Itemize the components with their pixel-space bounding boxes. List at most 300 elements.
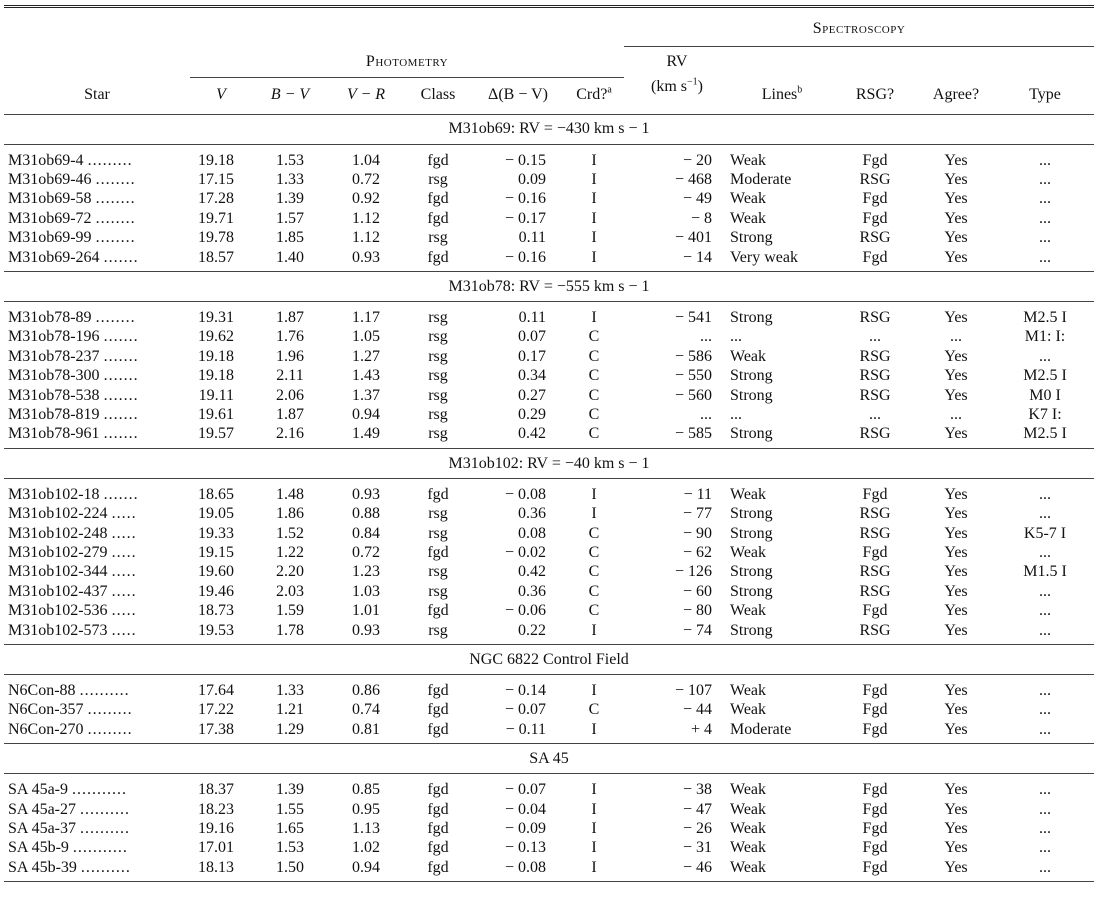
type-value: ... — [1039, 485, 1052, 503]
vr-value: 0.93 — [352, 248, 380, 266]
leader-dots: .......... — [80, 800, 130, 818]
rsg-value: Fgd — [862, 781, 888, 799]
bv-value: 1.78 — [276, 621, 304, 639]
lines-value: Strong — [730, 367, 773, 385]
leader-dots: ....... — [103, 485, 139, 503]
rsg-value: Fgd — [862, 682, 888, 700]
star-name: N6Con-357 ......... — [8, 701, 133, 719]
rv-value: − 80 — [682, 602, 712, 620]
vr-value: 0.85 — [352, 781, 380, 799]
lines-value: Weak — [730, 858, 767, 876]
type-value: ... — [1039, 248, 1052, 266]
table-row — [4, 366, 1094, 385]
rv-value: − 541 — [674, 308, 712, 326]
leader-dots: ......... — [87, 151, 133, 169]
type-value: ... — [1039, 781, 1052, 799]
section-title: NGC 6822 Control Field — [4, 645, 1094, 675]
star-name: SA 45a-37 .......... — [8, 820, 130, 838]
section-title: M31ob78: RV = −555 km s − 1 — [4, 271, 1094, 301]
rsg-value: RSG — [859, 524, 891, 542]
dbv-value: 0.29 — [518, 405, 546, 423]
col-type: Type — [996, 77, 1094, 114]
vr-value: 1.04 — [352, 151, 380, 169]
star-name: M31ob102-248 ..... — [8, 524, 137, 542]
leader-dots: ..... — [111, 563, 137, 581]
crd-value: I — [591, 209, 597, 227]
rv-value: − 126 — [674, 563, 712, 581]
bv-value: 1.33 — [276, 682, 304, 700]
rsg-value: Fgd — [862, 544, 888, 561]
table-row — [4, 720, 1094, 739]
star-name: M31ob69-46 ........ — [8, 170, 136, 188]
type-value: ... — [1039, 820, 1052, 838]
star-name: M31ob78-961 ....... — [8, 425, 139, 443]
dbv-value: − 0.04 — [504, 800, 546, 818]
vr-value: 0.72 — [352, 544, 380, 561]
type-value: ... — [1039, 170, 1052, 188]
bv-value: 1.52 — [276, 524, 304, 542]
col-crd: Crd?$^a$ — [564, 77, 624, 114]
v-value: 19.53 — [198, 621, 234, 639]
agree-value: ... — [950, 328, 962, 346]
type-value: ... — [1039, 505, 1052, 523]
rv-value: − 62 — [682, 544, 712, 561]
crd-value: I — [591, 820, 597, 838]
dbv-value: 0.11 — [518, 308, 546, 326]
type-value: M2.5 I — [1023, 425, 1067, 443]
bv-value: 2.16 — [276, 425, 304, 443]
agree-value: Yes — [944, 781, 968, 799]
data-table — [4, 5, 1094, 882]
dbv-value: 0.42 — [518, 563, 546, 581]
dbv-value: 0.22 — [518, 621, 546, 639]
type-value: ... — [1039, 544, 1052, 561]
bv-value: 2.03 — [276, 582, 304, 600]
agree-value: Yes — [944, 229, 968, 247]
table-row — [4, 308, 1094, 327]
v-value: 19.18 — [198, 347, 234, 365]
agree-value: Yes — [944, 505, 968, 523]
vr-value: 0.93 — [352, 621, 380, 639]
vr-value: 1.43 — [352, 367, 380, 385]
rv-value: − 26 — [682, 820, 712, 838]
v-value: 19.11 — [198, 386, 234, 404]
type-value: ... — [1039, 582, 1052, 600]
crd-value: I — [591, 248, 597, 266]
star-name: M31ob102-18 ....... — [8, 485, 139, 503]
section-header — [4, 114, 1094, 144]
table-row — [4, 347, 1094, 366]
rv-value: − 550 — [674, 367, 712, 385]
agree-value: Yes — [944, 839, 968, 857]
vr-value: 0.72 — [352, 170, 380, 188]
dbv-value: 0.36 — [518, 582, 546, 600]
dbv-value: 0.27 — [518, 386, 546, 404]
class-value: rsg — [428, 229, 448, 247]
star-name: M31ob78-196 ....... — [8, 328, 139, 346]
bv-value: 2.20 — [276, 563, 304, 581]
table-row — [4, 700, 1094, 719]
v-value: 19.15 — [198, 544, 234, 561]
table-row — [4, 562, 1094, 581]
col-rsg: RSG? — [834, 77, 916, 114]
dbv-value: − 0.06 — [504, 602, 546, 620]
star-name: M31ob78-237 ....... — [8, 347, 139, 365]
bv-value: 2.11 — [276, 367, 304, 385]
star-name: M31ob102-279 ..... — [8, 544, 137, 561]
table-row — [4, 209, 1094, 228]
rsg-value: RSG — [859, 367, 891, 385]
table-row — [4, 228, 1094, 247]
type-value: K5-7 I — [1023, 524, 1067, 542]
agree-value: Yes — [944, 190, 968, 208]
col-class: Class — [404, 77, 472, 114]
class-value: fgd — [427, 781, 449, 799]
crd-value: C — [588, 544, 600, 561]
section-title: SA 45 — [4, 744, 1094, 774]
rsg-value: Fgd — [862, 190, 888, 208]
bv-value: 1.96 — [276, 347, 304, 365]
vr-value: 1.12 — [352, 229, 380, 247]
lines-value: ... — [730, 328, 742, 346]
leader-dots: ..... — [111, 602, 137, 620]
v-value: 17.28 — [198, 190, 234, 208]
agree-value: Yes — [944, 720, 968, 738]
vr-value: 0.93 — [352, 485, 380, 503]
dbv-value: − 0.08 — [504, 858, 546, 876]
bv-value: 1.85 — [276, 229, 304, 247]
crd-value: I — [591, 505, 597, 523]
rsg-value: Fgd — [862, 248, 888, 266]
class-value: rsg — [428, 347, 448, 365]
rv-value: − 585 — [674, 425, 712, 443]
vr-value: 1.17 — [352, 308, 380, 326]
lines-value: Weak — [730, 839, 767, 857]
table-row — [4, 189, 1094, 208]
rsg-value: Fgd — [862, 151, 888, 169]
type-value: ... — [1039, 682, 1052, 700]
vr-value: 1.37 — [352, 386, 380, 404]
rv-header-top: RV — [666, 53, 688, 71]
rsg-value: Fgd — [862, 602, 888, 620]
vr-value: 1.49 — [352, 425, 380, 443]
lines-value: Weak — [730, 800, 767, 818]
table-row — [4, 819, 1094, 838]
rv-value: − 60 — [682, 582, 712, 600]
v-value: 19.71 — [198, 209, 234, 227]
dbv-value: − 0.07 — [504, 701, 546, 719]
star-name: M31ob69-72 ........ — [8, 209, 136, 227]
class-value: rsg — [428, 425, 448, 443]
dbv-value: 0.36 — [518, 505, 546, 523]
type-value: K7 I: — [1028, 405, 1062, 423]
vr-value: 1.01 — [352, 602, 380, 620]
agree-value: Yes — [944, 386, 968, 404]
lines-value: Weak — [730, 151, 767, 169]
vr-value: 0.94 — [352, 405, 380, 423]
leader-dots: ..... — [111, 582, 137, 600]
rsg-value: RSG — [859, 170, 891, 188]
lines-value: Weak — [730, 682, 767, 700]
col-dbv: Δ(B − V) — [472, 77, 564, 114]
vr-value: 0.95 — [352, 800, 380, 818]
rsg-value: Fgd — [862, 839, 888, 857]
v-value: 17.22 — [198, 701, 234, 719]
crd-value: I — [591, 839, 597, 857]
rv-value: − 20 — [682, 151, 712, 169]
star-name: SA 45b-39 .......... — [8, 858, 131, 876]
crd-value: C — [588, 524, 600, 542]
rsg-value: ... — [869, 405, 881, 423]
star-name: M31ob69-99 ........ — [8, 229, 136, 247]
vr-value: 0.81 — [352, 720, 380, 738]
type-value: M1.5 I — [1023, 563, 1067, 581]
class-value: rsg — [428, 405, 448, 423]
crd-value: C — [588, 405, 600, 423]
lines-value: Strong — [730, 229, 773, 247]
rv-value: − 107 — [674, 682, 712, 700]
crd-value: I — [591, 720, 597, 738]
bv-value: 1.53 — [276, 151, 304, 169]
footnote-a: a — [607, 84, 612, 96]
bv-value: 1.33 — [276, 170, 304, 188]
rv-value: − 38 — [682, 781, 712, 799]
class-value: rsg — [428, 308, 448, 326]
type-value: ... — [1039, 800, 1052, 818]
class-value: fgd — [427, 190, 449, 208]
rv-value: − 44 — [682, 701, 712, 719]
lines-value: Moderate — [730, 720, 792, 738]
lines-value: Weak — [730, 347, 767, 365]
lines-value: Weak — [730, 781, 767, 799]
bv-value: 1.86 — [276, 505, 304, 523]
col-agree: Agree? — [916, 77, 996, 114]
bv-value: 1.48 — [276, 485, 304, 503]
section-title: M31ob102: RV = −40 km s − 1 — [4, 448, 1094, 478]
dbv-value: − 0.11 — [505, 720, 546, 738]
section-header — [4, 448, 1094, 478]
dbv-value: 0.34 — [518, 367, 546, 385]
v-value: 19.62 — [198, 328, 234, 346]
bv-value: 2.06 — [276, 386, 304, 404]
v-value: 19.18 — [198, 367, 234, 385]
lines-value: Strong — [730, 505, 773, 523]
star-name: M31ob78-89 ........ — [8, 308, 136, 326]
rsg-value: Fgd — [862, 800, 888, 818]
type-value: M0 I — [1029, 386, 1061, 404]
col-vr: V − R — [328, 77, 404, 114]
rv-value: ... — [700, 405, 712, 423]
leader-dots: ......... — [87, 701, 133, 719]
lines-value: Weak — [730, 602, 767, 620]
v-value: 17.15 — [198, 170, 234, 188]
leader-dots: ....... — [103, 248, 139, 266]
type-value: M1: I: — [1024, 328, 1066, 346]
table-row — [4, 582, 1094, 601]
lines-value: Weak — [730, 209, 767, 227]
agree-value: Yes — [944, 209, 968, 227]
rv-value: ... — [700, 328, 712, 346]
bv-value: 1.21 — [276, 701, 304, 719]
class-value: rsg — [428, 621, 448, 639]
star-name: M31ob102-573 ..... — [8, 621, 137, 639]
lines-value: Strong — [730, 582, 773, 600]
agree-value: Yes — [944, 151, 968, 169]
vr-value: 1.23 — [352, 563, 380, 581]
col-bv: B − V — [252, 77, 328, 114]
crd-value: C — [588, 386, 600, 404]
leader-dots: ....... — [103, 367, 139, 385]
leader-dots: ........ — [95, 229, 136, 247]
crd-value: I — [591, 621, 597, 639]
agree-value: Yes — [944, 858, 968, 876]
crd-value: I — [591, 485, 597, 503]
crd-value: C — [588, 602, 600, 620]
lines-value: ... — [730, 405, 742, 423]
lines-value: Moderate — [730, 170, 792, 188]
v-value: 19.61 — [198, 405, 234, 423]
class-value: fgd — [427, 544, 449, 561]
star-name: M31ob78-538 ....... — [8, 386, 139, 404]
crd-value: I — [591, 308, 597, 326]
class-value: rsg — [428, 563, 448, 581]
leader-dots: ........ — [95, 190, 136, 208]
bv-value: 1.53 — [276, 839, 304, 857]
v-value: 19.33 — [198, 524, 234, 542]
crd-value: C — [588, 347, 600, 365]
rv-value: − 46 — [682, 858, 712, 876]
crd-value: I — [591, 858, 597, 876]
table-row — [4, 621, 1094, 640]
dbv-value: − 0.16 — [504, 190, 546, 208]
class-value: rsg — [428, 367, 448, 385]
class-value: rsg — [428, 328, 448, 346]
leader-dots: ....... — [103, 425, 139, 443]
v-value: 18.73 — [198, 602, 234, 620]
table-row — [4, 838, 1094, 857]
rsg-value: Fgd — [862, 820, 888, 838]
class-value: fgd — [427, 839, 449, 857]
table-row — [4, 405, 1094, 424]
crd-value: C — [588, 328, 600, 346]
rsg-value: RSG — [859, 582, 891, 600]
agree-value: Yes — [944, 563, 968, 581]
lines-value: Weak — [730, 190, 767, 208]
rsg-value: RSG — [859, 505, 891, 523]
footnote-b: b — [797, 84, 803, 96]
rsg-value: Fgd — [862, 485, 888, 503]
col-v: V — [190, 77, 252, 114]
leader-dots: ........ — [95, 170, 136, 188]
crd-value: C — [588, 701, 600, 719]
rv-value: − 77 — [682, 505, 712, 523]
crd-value: I — [591, 151, 597, 169]
lines-value: Weak — [730, 701, 767, 719]
leader-dots: ........ — [95, 308, 136, 326]
agree-value: Yes — [944, 347, 968, 365]
class-value: fgd — [427, 800, 449, 818]
dbv-value: 0.42 — [518, 425, 546, 443]
class-value: rsg — [428, 170, 448, 188]
type-value: ... — [1039, 858, 1052, 876]
type-value: M2.5 I — [1023, 367, 1067, 385]
leader-dots: ..... — [111, 524, 137, 542]
leader-dots: ......... — [87, 720, 133, 738]
type-value: ... — [1039, 621, 1052, 639]
table-row — [4, 485, 1094, 504]
lines-value: Strong — [730, 621, 773, 639]
crd-value: I — [591, 170, 597, 188]
class-value: fgd — [427, 485, 449, 503]
v-value: 18.65 — [198, 485, 234, 503]
agree-value: Yes — [944, 582, 968, 600]
table-row — [4, 170, 1094, 189]
leader-dots: .......... — [79, 682, 130, 700]
star-name: M31ob78-819 ....... — [8, 405, 139, 423]
dbv-value: − 0.15 — [504, 151, 546, 169]
bv-value: 1.65 — [276, 820, 304, 838]
rv-value: − 49 — [682, 190, 712, 208]
dbv-value: − 0.02 — [504, 544, 546, 561]
agree-value: Yes — [944, 308, 968, 326]
rv-value: − 74 — [682, 621, 712, 639]
rsg-value: Fgd — [862, 720, 888, 738]
star-name: M31ob69-58 ........ — [8, 190, 136, 208]
col-lines: Lines$^b$ — [730, 77, 834, 114]
lines-value: Strong — [730, 524, 773, 542]
table-row — [4, 858, 1094, 877]
star-name: SA 45a-27 .......... — [8, 800, 130, 818]
dbv-value: 0.07 — [518, 328, 546, 346]
section-header — [4, 744, 1094, 774]
crd-value: C — [588, 563, 600, 581]
lines-value: Weak — [730, 544, 767, 561]
class-value: fgd — [427, 602, 449, 620]
bv-value: 1.55 — [276, 800, 304, 818]
leader-dots: ........ — [95, 209, 136, 227]
v-value: 17.38 — [198, 720, 234, 738]
rv-value: + 4 — [690, 720, 712, 738]
class-value: fgd — [427, 248, 449, 266]
vr-value: 1.27 — [352, 347, 380, 365]
class-value: fgd — [427, 820, 449, 838]
vr-value: 1.12 — [352, 209, 380, 227]
bv-value: 1.57 — [276, 209, 304, 227]
v-value: 19.05 — [198, 505, 234, 523]
table-row — [4, 543, 1094, 562]
vr-value: 1.03 — [352, 582, 380, 600]
class-value: fgd — [427, 209, 449, 227]
vr-value: 1.02 — [352, 839, 380, 857]
star-name: N6Con-270 ......... — [8, 720, 133, 738]
dbv-value: 0.11 — [518, 229, 546, 247]
rsg-value: RSG — [859, 229, 891, 247]
agree-value: Yes — [944, 800, 968, 818]
v-value: 19.57 — [198, 425, 234, 443]
rsg-value: Fgd — [862, 701, 888, 719]
rsg-value: ... — [869, 328, 881, 346]
rsg-value: RSG — [859, 347, 891, 365]
leader-dots: ....... — [103, 405, 139, 423]
type-value: ... — [1039, 347, 1052, 365]
table-row — [4, 386, 1094, 405]
lines-value: Weak — [730, 820, 767, 838]
agree-value: Yes — [944, 170, 968, 188]
rsg-value: RSG — [859, 386, 891, 404]
agree-value: Yes — [944, 248, 968, 266]
star-name: N6Con-88 .......... — [8, 682, 130, 700]
crd-value: I — [591, 781, 597, 799]
